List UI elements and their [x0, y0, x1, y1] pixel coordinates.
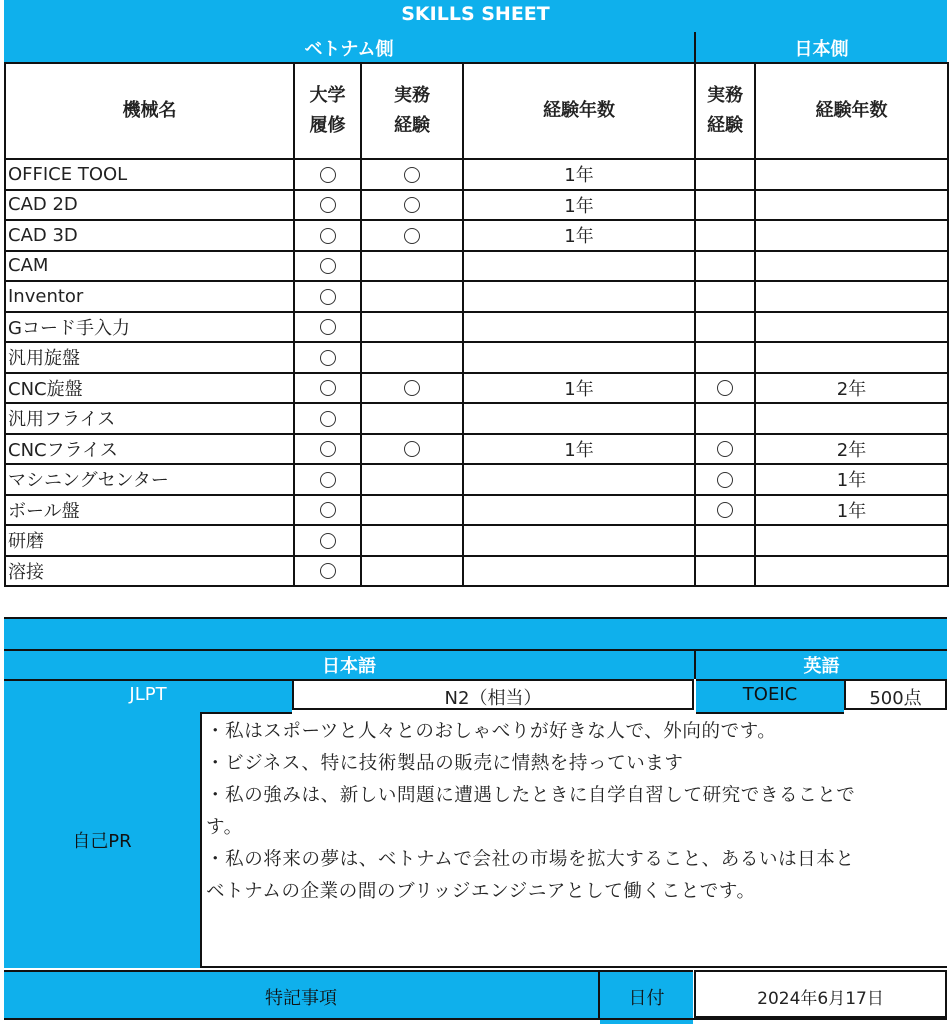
- skill-name: OFFICE TOOL: [5, 159, 294, 190]
- skill-name: 汎用旋盤: [5, 342, 294, 373]
- jp-work-mark: [695, 190, 755, 221]
- university-mark: [294, 525, 361, 556]
- col-work: [361, 63, 463, 159]
- jp-work-mark: [695, 281, 755, 312]
- years-value: [463, 251, 695, 282]
- notes-label: 特記事項: [265, 988, 337, 1009]
- column-header-row: [5, 63, 948, 159]
- circle-mark-icon: [717, 472, 733, 488]
- english-language-label: 英語: [803, 656, 840, 677]
- jp-years-value: 2年: [755, 434, 948, 465]
- university-mark: [294, 190, 361, 221]
- jp-work-mark: [695, 312, 755, 343]
- work-mark: [361, 464, 463, 495]
- jp-years-value: 1年: [755, 495, 948, 526]
- skill-name: CNC旋盤: [5, 373, 294, 404]
- circle-mark-icon: [320, 289, 336, 305]
- pr-line: ・ビジネス、特に技術製品の販売に情熱を持っています: [206, 753, 684, 774]
- circle-mark-icon: [320, 563, 336, 579]
- skill-name: 研磨: [5, 525, 294, 556]
- work-mark: [361, 525, 463, 556]
- col-jp-work: [695, 63, 755, 159]
- university-mark: [294, 495, 361, 526]
- vietnam-section-label: ベトナム側: [304, 39, 394, 60]
- skill-name: CNCフライス: [5, 434, 294, 465]
- university-mark: [294, 342, 361, 373]
- work-mark: [361, 434, 463, 465]
- circle-mark-icon: [717, 380, 733, 396]
- work-mark: [361, 220, 463, 251]
- circle-mark-icon: [320, 319, 336, 335]
- jp-years-value: [755, 281, 948, 312]
- bottom-date-label-strip: [600, 1020, 693, 1024]
- university-mark: [294, 464, 361, 495]
- circle-mark-icon: [320, 380, 336, 396]
- pr-text-cell: [202, 712, 947, 968]
- skill-row: [5, 556, 948, 587]
- years-value: [463, 495, 695, 526]
- work-mark: [361, 190, 463, 221]
- work-mark: [361, 312, 463, 343]
- col-jp-work-l1: 実務: [707, 85, 743, 106]
- jp-work-mark: [695, 495, 755, 526]
- years-value: 1年: [463, 190, 695, 221]
- work-mark: [361, 159, 463, 190]
- university-mark: [294, 281, 361, 312]
- skill-name: ボール盤: [5, 495, 294, 526]
- jp-work-mark: [695, 373, 755, 404]
- col-university: [294, 63, 361, 159]
- work-mark: [361, 342, 463, 373]
- circle-mark-icon: [320, 533, 336, 549]
- circle-mark-icon: [404, 228, 420, 244]
- skill-name: 溶接: [5, 556, 294, 587]
- years-value: [463, 342, 695, 373]
- jp-years-value: 1年: [755, 464, 948, 495]
- jp-years-value: [755, 251, 948, 282]
- skill-name: CAD 2D: [5, 190, 294, 221]
- bottom-border: [4, 1018, 947, 1026]
- years-value: [463, 464, 695, 495]
- jp-work-mark: [695, 556, 755, 587]
- skill-name: Inventor: [5, 281, 294, 312]
- col-years: 経験年数: [463, 63, 695, 159]
- years-value: 1年: [463, 373, 695, 404]
- jp-years-value: [755, 159, 948, 190]
- circle-mark-icon: [320, 197, 336, 213]
- jp-years-value: [755, 403, 948, 434]
- jp-years-value: [755, 525, 948, 556]
- circle-mark-icon: [320, 472, 336, 488]
- skill-row: [5, 403, 948, 434]
- years-value: [463, 403, 695, 434]
- skill-row: [5, 495, 948, 526]
- col-work-l1: 実務: [394, 85, 430, 106]
- toeic-value: 500点: [869, 688, 922, 709]
- work-mark: [361, 373, 463, 404]
- skill-row: [5, 190, 948, 221]
- col-jp-years: 経験年数: [755, 63, 948, 159]
- skill-row: [5, 434, 948, 465]
- date-value: 2024年6月17日: [757, 989, 884, 1009]
- jlpt-label: JLPT: [129, 684, 167, 705]
- pr-text: [202, 712, 947, 912]
- jp-work-mark: [695, 403, 755, 434]
- skill-name: CAD 3D: [5, 220, 294, 251]
- circle-mark-icon: [320, 350, 336, 366]
- jp-years-value: [755, 312, 948, 343]
- skill-row: [5, 525, 948, 556]
- work-mark: [361, 556, 463, 587]
- skill-name: CAM: [5, 251, 294, 282]
- col-jp-work-l2: 経験: [707, 115, 743, 136]
- date-label: 日付: [628, 988, 665, 1009]
- jp-years-value: [755, 190, 948, 221]
- jp-years-value: [755, 556, 948, 587]
- jp-years-value: [755, 220, 948, 251]
- circle-mark-icon: [404, 167, 420, 183]
- separator-band: [4, 617, 947, 651]
- university-mark: [294, 312, 361, 343]
- circle-mark-icon: [320, 228, 336, 244]
- years-value: 1年: [463, 220, 695, 251]
- skill-name: Gコード手入力: [5, 312, 294, 343]
- jp-work-mark: [695, 159, 755, 190]
- skill-row: [5, 159, 948, 190]
- skill-row: [5, 312, 948, 343]
- skills-table: [4, 62, 949, 587]
- jp-work-mark: [695, 220, 755, 251]
- jp-work-mark: [695, 464, 755, 495]
- col-work-l2: 経験: [394, 115, 430, 136]
- circle-mark-icon: [404, 441, 420, 457]
- circle-mark-icon: [404, 380, 420, 396]
- pr-line: す。: [206, 817, 243, 838]
- years-value: 1年: [463, 434, 695, 465]
- circle-mark-icon: [320, 411, 336, 427]
- circle-mark-icon: [320, 167, 336, 183]
- circle-mark-icon: [320, 502, 336, 518]
- skill-row: [5, 342, 948, 373]
- jp-work-mark: [695, 251, 755, 282]
- skill-row: [5, 281, 948, 312]
- jp-work-mark: [695, 525, 755, 556]
- col-machine: 機械名: [5, 63, 294, 159]
- work-mark: [361, 403, 463, 434]
- col-university-l1: 大学: [309, 85, 346, 106]
- university-mark: [294, 373, 361, 404]
- jp-work-mark: [695, 342, 755, 373]
- japan-section-label: 日本側: [794, 39, 849, 60]
- skill-row: [5, 220, 948, 251]
- university-mark: [294, 434, 361, 465]
- university-mark: [294, 251, 361, 282]
- jlpt-value: N2（相当）: [444, 688, 542, 709]
- circle-mark-icon: [717, 502, 733, 518]
- university-mark: [294, 220, 361, 251]
- page-title: SKILLS SHEET: [401, 3, 550, 25]
- years-value: [463, 556, 695, 587]
- pr-line: ・私の強みは、新しい問題に遭遇したときに自学自習して研究できることで: [206, 785, 856, 806]
- skill-row: [5, 251, 948, 282]
- jp-work-mark: [695, 434, 755, 465]
- years-value: 1年: [463, 159, 695, 190]
- pr-line: ベトナムの企業の間のブリッジエンジニアとして働くことです。: [206, 881, 756, 902]
- university-mark: [294, 556, 361, 587]
- pr-line: ・私の将来の夢は、ベトナムで会社の市場を拡大すること、あるいは日本と: [206, 849, 855, 870]
- years-value: [463, 525, 695, 556]
- circle-mark-icon: [717, 441, 733, 457]
- toeic-label: TOEIC: [742, 684, 798, 705]
- pr-line: ・私はスポーツと人々とのおしゃべりが好きな人で、外向的です。: [206, 721, 777, 742]
- skill-row: [5, 464, 948, 495]
- work-mark: [361, 251, 463, 282]
- university-mark: [294, 159, 361, 190]
- col-university-l2: 履修: [309, 115, 346, 136]
- japanese-language-label: 日本語: [322, 656, 376, 677]
- pr-label: 自己PR: [72, 831, 132, 852]
- years-value: [463, 312, 695, 343]
- jp-years-value: 2年: [755, 373, 948, 404]
- circle-mark-icon: [320, 441, 336, 457]
- years-value: [463, 281, 695, 312]
- skill-name: 汎用フライス: [5, 403, 294, 434]
- work-mark: [361, 281, 463, 312]
- circle-mark-icon: [404, 197, 420, 213]
- university-mark: [294, 403, 361, 434]
- circle-mark-icon: [320, 258, 336, 274]
- skill-row: [5, 373, 948, 404]
- skill-name: マシニングセンター: [5, 464, 294, 495]
- work-mark: [361, 495, 463, 526]
- jp-years-value: [755, 342, 948, 373]
